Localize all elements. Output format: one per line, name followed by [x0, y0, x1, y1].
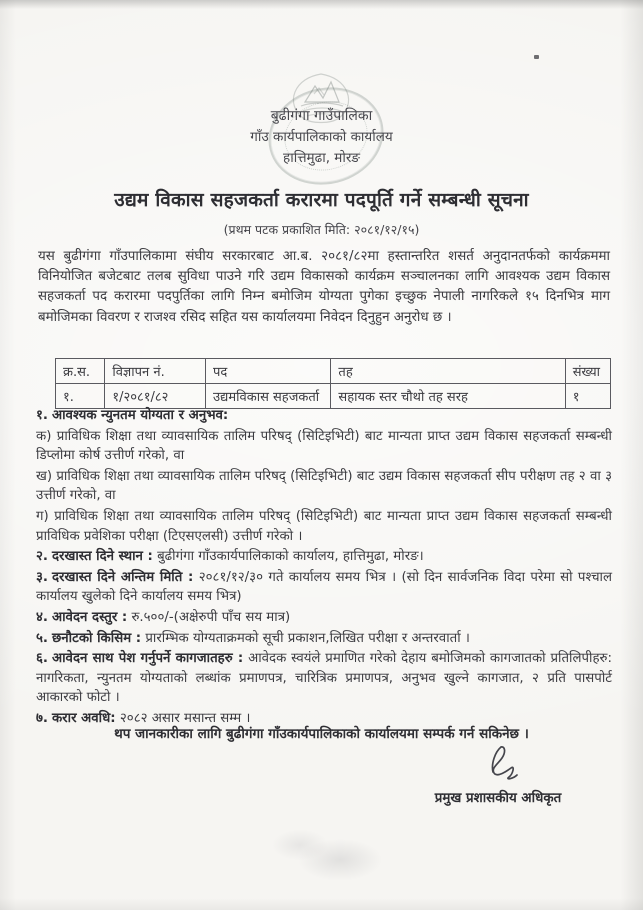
cell-advert-no: १/२०८१/८२ — [105, 384, 206, 409]
item-label: करार अवधि: — [51, 710, 116, 726]
cell-post: उद्यमविकास सहजकर्ता — [206, 384, 331, 409]
item-number: ६. — [36, 651, 48, 667]
item-label: दरखास्त दिने स्थान : — [51, 549, 153, 565]
col-serial: क्र.स. — [56, 359, 105, 384]
list-subitem-ka: क) प्राविधिक शिक्षा तथा व्यावसायिक तालिम परिषद् (सिटिइभिटी) बाट मान्यता प्राप्त उद्यम विकास सहजकर्ता सम्बन्धी डिप्लोमा कोर्ष उत्तीर्ण गरेको, वा — [36, 428, 612, 464]
municipality-name: बुढीगंगा गाउँपालिका — [270, 108, 373, 124]
col-advert-no: विज्ञापन नं. — [105, 359, 206, 384]
cell-count: १ — [565, 384, 610, 409]
signature-block — [428, 744, 568, 806]
item-text: २०८१/१२/३० गते कार्यालय समय भित्र । (सो दिन सार्वजनिक विदा परेमा सो पश्चाल कार्यालय खुलेको दिने कार्यालय समय भित्र) — [36, 569, 613, 605]
list-subitem-ga: ग) प्राविधिक शिक्षा तथा व्यावसायिक तालिम परिषद् (सिटिइभिटी) बाट मान्यता प्राप्त उद्यम विकास सहजकर्ता सम्बन्धी प्राविधिक प्रवेशिका परीक्षा (टिएसएलसी) उत्तीर्ण गरेको । — [36, 508, 612, 544]
published-date-line: (प्रथम पटक प्रकाशित मिति: २०८१/१२/१५) — [223, 222, 420, 237]
scan-ink-speck — [534, 55, 539, 59]
contact-line: थप जानकारीका लागि बुढीगंगा गाँउकार्यपालिकाको कार्यालयमा सम्पर्क गर्न सकिनेछ । — [114, 726, 529, 742]
vacancy-table — [55, 358, 611, 409]
item-label: छनौटको किसिम : — [51, 630, 142, 646]
letterhead — [0, 106, 643, 169]
table-row — [56, 384, 611, 409]
item-number: ७. — [36, 710, 48, 726]
col-level: तह — [331, 359, 565, 384]
list-item-5 — [36, 629, 612, 649]
list-item-1 — [36, 406, 612, 426]
office-address: हात्तिमुढा, मोरङ — [283, 150, 360, 166]
item-text: रु.५००/-(अक्षेरुपी पाँच सय मात्र) — [131, 609, 291, 625]
signature-mark — [471, 744, 525, 786]
list-item-3 — [36, 568, 612, 607]
item-number: ३. — [36, 569, 48, 585]
table-header-row — [56, 359, 611, 384]
item-number: २. — [36, 549, 48, 565]
item-text: आवेदक स्वयंले प्रमाणित गरेको देहाय बमोजिमको कागजातको प्रतिलिपीहरु: नागरिकता, न्युनतम योग्यताको लब्धांक प्रमाणपत्र, चारित्रिक प्रमाणपत्र, अनुभव खुल्ने कागजात, २ प्रति पासपोर्ट आकारको फोटो । — [36, 651, 612, 706]
intro-paragraph: यस बुढीगंगा गाँउपालिकामा संघीय सरकारबाट आ.ब. २०८१/८२मा हस्तान्तरित शसर्त अनुदानतर्फको कार्यक्रममा विनियोजित बजेटबाट तलब सुविधा पाउने गरि उद्यम विकासको कार्यक्रम सञ्चालनका लागि आवश्यक उद्यम विकास सहजकर्ता पद करारमा पदपुर्तिका लागि निम्न बमोजिम योग्यता पुगेका इच्छुक नेपाली नागरिकले १५ दिनभित्र माग बमोजिमका विवरण र राजश्व रसिद सहित यस कार्यालयमा निवेदन दिनुहुन अनुरोध छ । — [38, 249, 610, 325]
item-label: आवश्यक न्युनतम योग्यता र अनुभव: — [51, 408, 229, 423]
office-name: गाँउ कार्यपालिकाको कार्यालय — [250, 129, 393, 145]
list-item-2 — [36, 547, 612, 567]
cell-serial: १. — [56, 384, 105, 409]
list-subitem-kha: ख) प्राविधिक शिक्षा तथा व्यावसायिक तालिम परिषद् (सिटिइभिटी) बाट उद्यम विकास सहजकर्ता सीप परीक्षण तह २ वा ३ उत्तीर्ण गरेको, वा — [36, 468, 612, 504]
list-item-4 — [36, 608, 612, 628]
list-item-6 — [36, 649, 612, 708]
item-text: प्रारम्भिक योग्यताक्रमको सूची प्रकाशन,लिखित परीक्षा र अन्तरवार्ता । — [145, 630, 470, 646]
col-post: पद — [206, 359, 331, 384]
conditions-list — [36, 406, 612, 730]
notice-title: उद्यम विकास सहजकर्ता करारमा पदपूर्ति गर्ने सम्बन्धी सूचना — [114, 189, 529, 211]
item-label: दरखास्त दिने अन्तिम मिति : — [51, 569, 194, 585]
item-text: बुढीगंगा गाँउकार्यपालिकाको कार्यालय, हात्तिमुढा, मोरङ। — [157, 549, 424, 565]
item-text: २०८२ असार मसान्त सम्म । — [119, 710, 251, 726]
item-number: १. — [36, 408, 48, 423]
col-count: संख्या — [565, 359, 610, 384]
signatory-title: प्रमुख प्रशासकीय अधिकृत — [434, 791, 562, 806]
item-number: ४. — [36, 609, 48, 625]
item-number: ५. — [36, 630, 48, 646]
cell-level: सहायक स्तर चौथो तह सरह — [331, 384, 565, 409]
item-label: आवेदन दस्तुर : — [51, 609, 128, 625]
item-label: आवेदन साथ पेश गर्नुपर्ने कागजातहरु : — [51, 651, 244, 667]
